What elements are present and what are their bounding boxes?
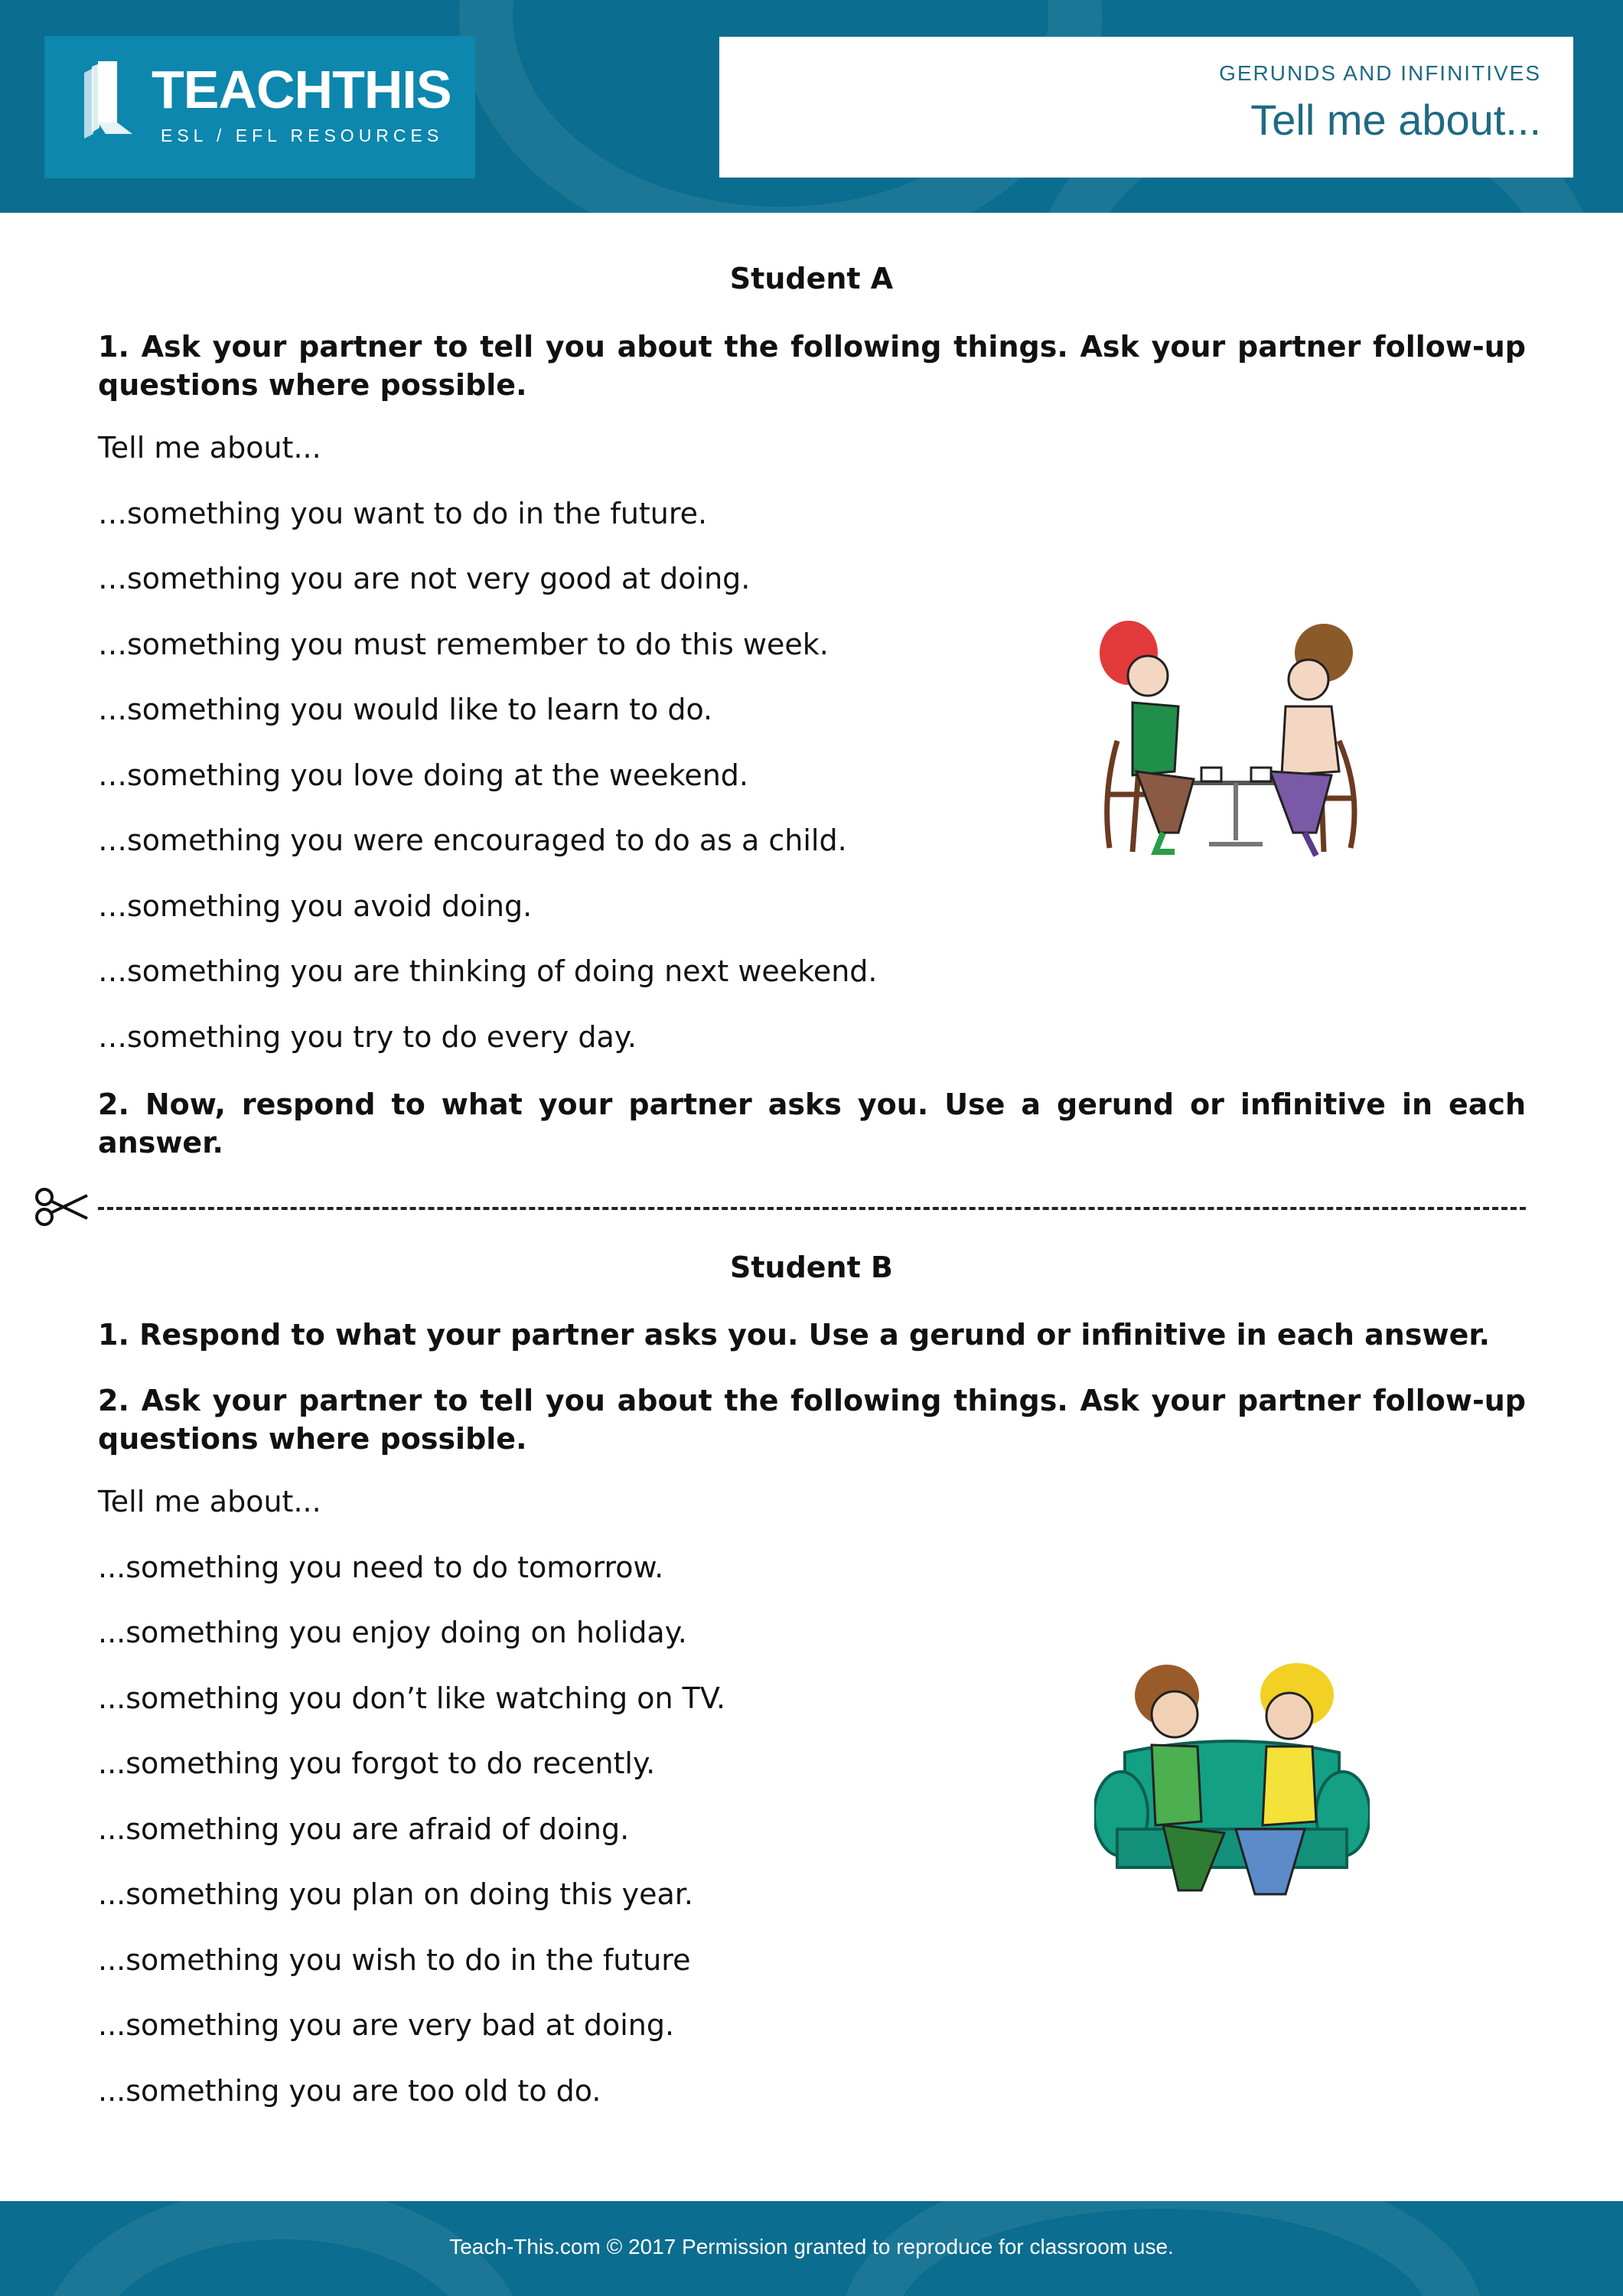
student-a-instruction-1: 1. Ask your partner to tell you about the following things. Ask your partner follow-up questions where possible. (98, 330, 1526, 402)
student-b-item: ...something you need to do tomorrow. (98, 1551, 664, 1584)
student-a-item: …something you would like to learn to do. (98, 693, 713, 726)
student-a-item: …something you must remember to do this week. (98, 628, 829, 661)
student-a-item: …something you avoid doing. (98, 889, 533, 923)
logo-wordmark: TEACHTHIS (152, 60, 451, 119)
student-a-item: …something you are not very good at doing. (98, 562, 751, 595)
student-b-item: ...something you don’t like watching on TV. (98, 1681, 726, 1715)
student-b-intro: Tell me about... (98, 1485, 321, 1518)
worksheet-category: GERUNDS AND INFINITIVES (1219, 61, 1541, 85)
student-a-heading: Student A (729, 262, 894, 295)
student-b-item: ...something you plan on doing this year. (98, 1877, 693, 1911)
student-b-item: ...something you wish to do in the future (98, 1943, 691, 1977)
student-a-instruction-2: 2. Now, respond to what your partner asks you. Use a gerund or infinitive in each answer. (98, 1088, 1526, 1159)
logo-subtitle: ESL / EFL RESOURCES (161, 126, 444, 145)
student-a-item: …something you try to do every day. (98, 1020, 637, 1054)
teachthis-logo[interactable] (44, 36, 475, 178)
student-a-item: …something you were encouraged to do as a child. (98, 823, 847, 857)
student-b-item: ...something you are very bad at doing. (98, 2008, 675, 2042)
student-a-item: …something you love doing at the weekend. (98, 758, 748, 792)
title-panel (719, 37, 1573, 178)
worksheet-title: Tell me about... (1250, 96, 1541, 144)
sofa-couple-illustration (1094, 1661, 1370, 1910)
student-a-item: …something you want to do in the future. (98, 497, 708, 530)
cafe-women-illustration (1087, 618, 1377, 859)
student-b-instruction-1: 1. Respond to what your partner asks you. Use a gerund or infinitive in each answer. (98, 1318, 1491, 1352)
student-a-intro: Tell me about... (98, 431, 321, 465)
student-b-instruction-2: 2. Ask your partner to tell you about the following things. Ask your partner follow-up questions where possible. (98, 1384, 1526, 1456)
page-header (0, 0, 1623, 213)
copyright-notice: Teach-This.com © 2017 Permission granted to reproduce for classroom use. (449, 2235, 1174, 2258)
page-footer (0, 2201, 1623, 2296)
book-icon (75, 57, 144, 142)
student-b-item: ...something you are afraid of doing. (98, 1812, 630, 1846)
cut-line (98, 1207, 1526, 1210)
student-b-item: ...something you enjoy doing on holiday. (98, 1616, 687, 1649)
student-b-item: ...something you forgot to do recently. (98, 1746, 656, 1780)
student-b-heading: Student B (730, 1251, 893, 1284)
student-b-item: ...something you are too old to do. (98, 2074, 601, 2108)
student-a-item: …something you are thinking of doing next weekend. (98, 954, 878, 988)
scissors-icon (34, 1188, 89, 1226)
